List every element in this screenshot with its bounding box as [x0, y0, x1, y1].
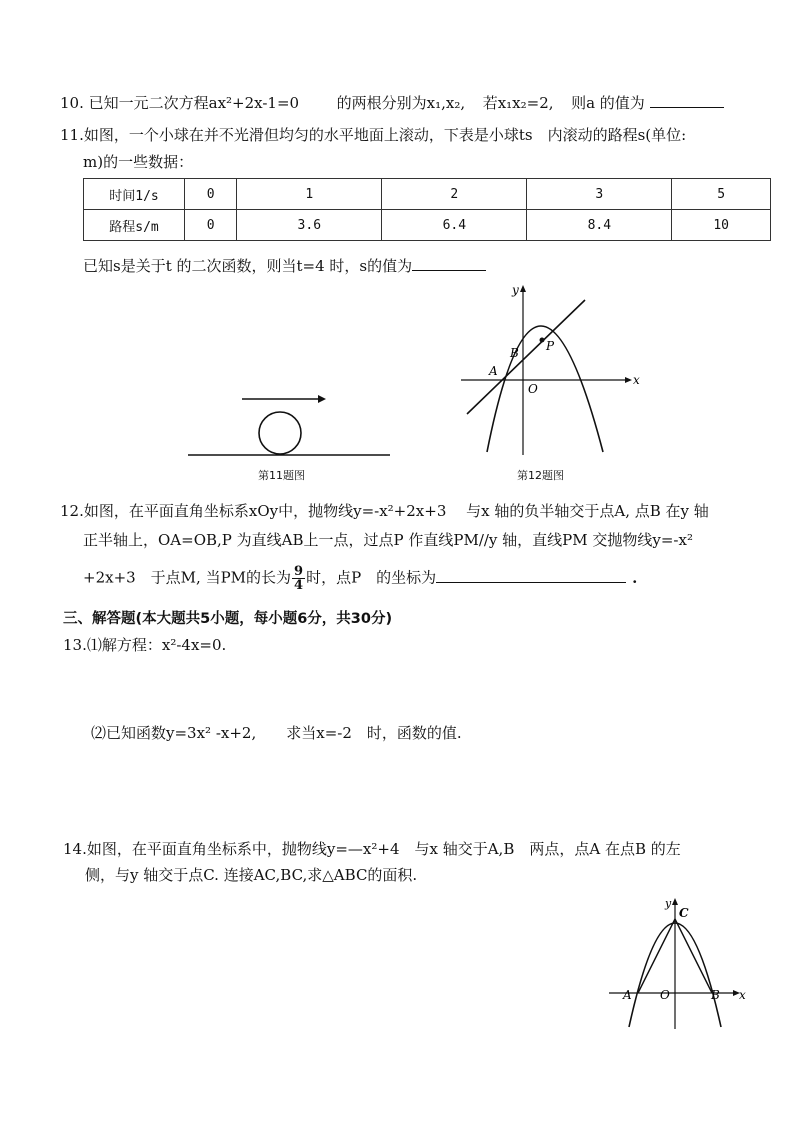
distance-time-table — [83, 178, 771, 241]
question-10 — [60, 92, 724, 113]
q11-number: 11. — [60, 126, 84, 144]
label-a: A — [489, 364, 498, 378]
line-ab — [467, 300, 585, 414]
q13-part1: ⑴解方程：x²-4x=0. — [86, 636, 227, 654]
q14-line2: 侧，与y 轴交于点C. 连接AC,BC,求△ABC的面积. — [85, 866, 418, 884]
point-p-marker — [540, 338, 545, 343]
label-x: x — [739, 988, 746, 1002]
label-origin: O — [528, 382, 538, 396]
q12-text-3b: 时，点P 的坐标为 — [306, 568, 437, 587]
figure-12-caption: 第12题图 — [517, 469, 564, 482]
table-cell: 6.4 — [382, 210, 527, 241]
q12-end-period: . — [632, 568, 638, 587]
table-cell: 3 — [527, 179, 672, 210]
q14-text-1: 如图，在平面直角坐标系中，抛物线y=—x²+4 与x 轴交于A,B 两点，点A 在点B 的左 — [86, 840, 681, 858]
q13-number: 13. — [63, 636, 87, 654]
q10-number: 10. — [60, 94, 84, 112]
table-cell: 3.6 — [237, 210, 382, 241]
q10-text-d: 则a 的值为 — [571, 94, 645, 112]
label-origin: O — [660, 988, 670, 1002]
q12-text-3a: +2x+3 于点M, 当PM的长为 — [83, 568, 292, 587]
table-cell: 5 — [672, 179, 771, 210]
q10-text-a: 已知一元二次方程ax²+2x-1=0 — [88, 94, 300, 112]
fraction-denominator: 4 — [294, 578, 304, 593]
table-header-time: 时间1/s — [84, 179, 185, 210]
figure-11-caption: 第11题图 — [258, 469, 305, 482]
table-cell: 0 — [185, 210, 237, 241]
q11-line1 — [60, 124, 686, 145]
y-axis-arrow-icon — [520, 285, 526, 292]
q13-line1 — [63, 634, 226, 655]
table-cell: 0 — [185, 179, 237, 210]
label-b: B — [510, 346, 519, 360]
table-cell: 8.4 — [527, 210, 672, 241]
q11-text-1: 如图，一个小球在并不光滑但均匀的水平地面上滚动，下表是小球ts 内滚动的路程s(单位: — [83, 126, 687, 144]
y-axis-arrow-icon — [672, 898, 678, 905]
parabola-curve — [487, 326, 603, 452]
table-cell: 2 — [382, 179, 527, 210]
q12-number: 12. — [60, 502, 84, 520]
q10-text-b: 的两根分别为x₁,x₂, — [336, 94, 466, 112]
table-header-distance: 路程s/m — [84, 210, 185, 241]
q12-text-1: 如图，在平面直角坐标系xOy中，抛物线y=-x²+2x+3 与x 轴的负半轴交于点A, 点B 在y 轴 — [83, 502, 709, 520]
q12-line2: 正半轴上，OA=OB,P 为直线AB上一点，过点P 作直线PM//y 轴，直线PM 交抛物线y=-x² — [83, 531, 693, 549]
segment-ac — [638, 919, 675, 993]
q10-answer-blank[interactable] — [650, 93, 724, 108]
q11-answer-blank[interactable] — [412, 256, 486, 271]
fraction-nine-quarters — [292, 565, 305, 592]
label-x: x — [633, 373, 640, 387]
figure-11 — [180, 385, 395, 465]
q13-part2: ⑵已知函数y=3x² -x+2, 求当x=-2 时，函数的值. — [91, 724, 462, 742]
table-row — [84, 179, 771, 210]
x-axis-arrow-icon — [625, 377, 632, 383]
q12-line1 — [60, 500, 709, 521]
fraction-numerator: 9 — [294, 564, 304, 579]
label-c: C — [679, 906, 689, 920]
figure-14 — [605, 895, 755, 1030]
q12-answer-blank[interactable] — [436, 568, 626, 583]
label-y: y — [512, 283, 519, 297]
q11-text-3: 已知s是关于t 的二次函数，则当t=4 时，s的值为 — [83, 257, 413, 275]
q14-number: 14. — [63, 840, 87, 858]
table-row — [84, 210, 771, 241]
q11-line2: m)的一些数据： — [83, 153, 194, 171]
label-y: y — [665, 897, 672, 910]
label-a: A — [623, 988, 632, 1002]
ball-circle — [259, 412, 301, 454]
q10-text-c: 若x₁x₂=2, — [482, 94, 554, 112]
label-p: P — [546, 339, 555, 353]
segment-bc — [675, 919, 712, 993]
arrow-right-icon — [318, 395, 326, 403]
table-cell: 10 — [672, 210, 771, 241]
q11-line3 — [83, 255, 486, 276]
section-3-title: 三、解答题(本大题共5小题，每小题6分，共30分) — [63, 611, 393, 627]
q14-line1 — [63, 838, 681, 859]
q12-line3 — [83, 565, 637, 592]
figure-12 — [455, 280, 650, 460]
table-cell: 1 — [237, 179, 382, 210]
label-b: B — [711, 988, 720, 1002]
